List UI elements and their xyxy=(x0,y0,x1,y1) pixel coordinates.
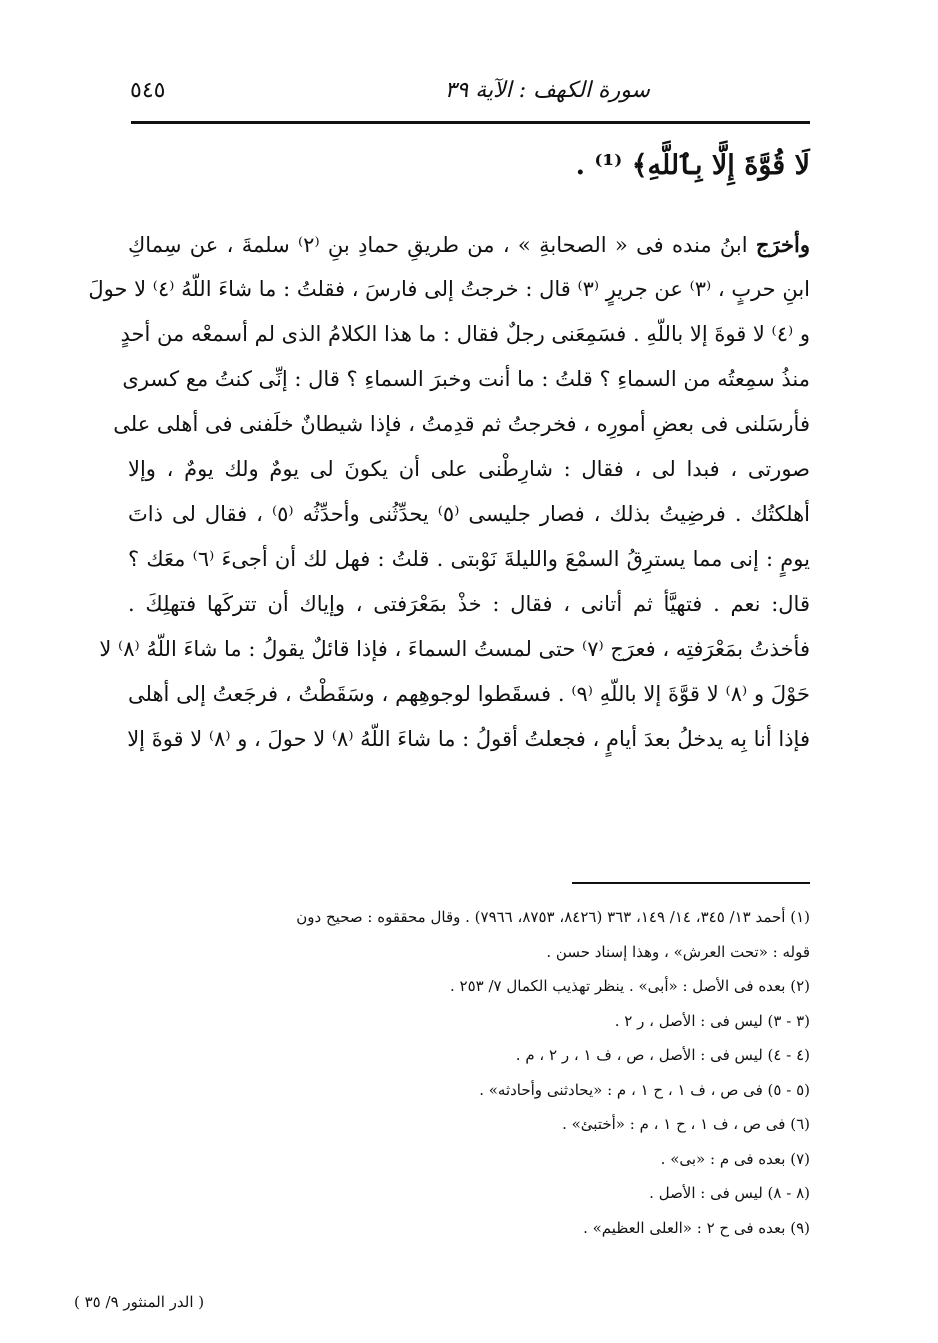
footnote: (٢) بعده فى الأصل : «أبى» . ينظر تهذيب الكمال ٧/ ٢٥٣ . xyxy=(449,977,810,995)
lead-word: وأخرَج xyxy=(755,232,811,257)
body-line: ابنِ حربٍ ، ⁽٣⁾ عن جريرٍ ⁽٣⁾ قال : خرجتُ إلى فارسَ ، فقلتُ : ما شاءَ اللّهُ ⁽٤⁾ لا حولَ xyxy=(88,277,810,301)
body-line: أهلكتُك . فرضِيتُ بذلك ، فصار جليسى ⁽٥⁾ يحدِّثُنى وأحدِّثُه ⁽٥⁾ ، فقال لى ذاتَ xyxy=(128,502,810,526)
footnote: (٨ - ٨) ليس فى : الأصل . xyxy=(649,1184,810,1202)
running-title: سورة الكهف : الآية ٣٩ xyxy=(444,78,650,103)
quranic-verse-line: لَا قُوَّةَ إِلَّا بِٱللَّهِ﴾ ⁽¹⁾ . xyxy=(575,150,810,181)
body-line: حَوْلَ و ⁽٨⁾ لا قوَّةَ إلا باللّهِ ⁽٩⁾ . فسقَطوا لوجوهِهم ، وسَقَطْتُ ، فرجَعتُ إلى أهلى xyxy=(128,682,810,706)
page-number: ٥٤٥ xyxy=(130,78,166,103)
main-text xyxy=(88,222,811,762)
body-line: و ⁽٤⁾ لا قوةَ إلا باللّهِ . فسَمِعَنى رجلٌ فقال : ما هذا الكلامُ الذى لم أسمعْه من أحدٍ xyxy=(120,322,810,346)
body-line: فأخذتُ بمَعْرَفتِه ، فعرَج ⁽٧⁾ حتى لمستُ السماءَ ، فإذا قائلٌ يقولُ : ما شاءَ اللّهُ ⁽٨⁾ لا xyxy=(99,637,810,661)
footnote-continuation: قوله : «تحت العرش» ، وهذا إسناد حسن . xyxy=(546,942,810,961)
body-line: يومٍ : إنى مما يسترِقُ السمْعَ والليلةَ نَوْبتى . قلتُ : فهل لك أن أجىءَ ⁽٦⁾ معَك ؟ xyxy=(128,547,810,571)
source-reference: ( الدر المنثور ٩/ ٣٥ ) xyxy=(74,1293,205,1311)
body-line: صورتى ، فبدا لى ، فقال : شارِطْنى على أن يكونَ لى يومٌ ولك يومٌ ، وإلا xyxy=(128,457,810,481)
body-line: فأرسَلنى فى بعضِ أمورِه ، فخرجتُ ثم قدِمتُ ، فإذا شيطانٌ خلَفنى فى أهلى على xyxy=(113,412,810,436)
footnote-separator xyxy=(572,882,810,884)
body-line xyxy=(128,222,810,267)
body-line-text: ابنُ منده فى « الصحابةِ » ، من طريقِ حمادِ بنِ ⁽٢⁾ سلمةَ ، عن سِماكِ xyxy=(128,233,756,257)
footnote: (٩) بعده فى ح ٢ : «العلى العظيم» . xyxy=(583,1218,810,1237)
page-header xyxy=(130,78,810,114)
footnote: (٧) بعده فى م : «بى» . xyxy=(660,1149,810,1168)
body-line: قال: نعم . فتهيَّأ ثم أتانى ، فقال : خذْ بمَعْرَفتى ، وإياك أن تتركَها فتهلِكَ . xyxy=(128,592,810,616)
body-line: فإذا أنا بِه يدخلُ بعدَ أيامٍ ، فجعلتُ أقولُ : ما شاءَ اللّهُ ⁽٨⁾ لا حولَ ، و ⁽٨⁾ لا قوةَ إلا xyxy=(127,727,810,751)
footnote: (٤ - ٤) ليس فى : الأصل ، ص ، ف ١ ، ر ٢ ، م . xyxy=(515,1046,810,1064)
footnote: (٥ - ٥) فى ص ، ف ١ ، ح ١ ، م : «يحادثنى وأحادثه» . xyxy=(479,1080,810,1099)
footnote: (٦) فى ص ، ف ١ ، ح ١ ، م : «أختبئ» . xyxy=(562,1115,810,1133)
footnote: (١) أحمد ١٣/ ٣٤٥، ١٤/ ١٤٩، ٣٦٣ (٨٤٢٦، ٨٧٥٣، ٧٩٦٦) . وقال محققوه : صحيح دون xyxy=(296,908,810,926)
footnotes xyxy=(126,900,810,1245)
body-line: منذُ سمِعتُه من السماءِ ؟ قلتُ : ما أنت وخبرَ السماءِ ؟ قال : إنِّى كنتُ مع كسرى xyxy=(122,367,810,391)
footnote: (٣ - ٣) ليس فى : الأصل ، ر ٢ . xyxy=(614,1011,810,1030)
header-rule xyxy=(131,121,810,124)
